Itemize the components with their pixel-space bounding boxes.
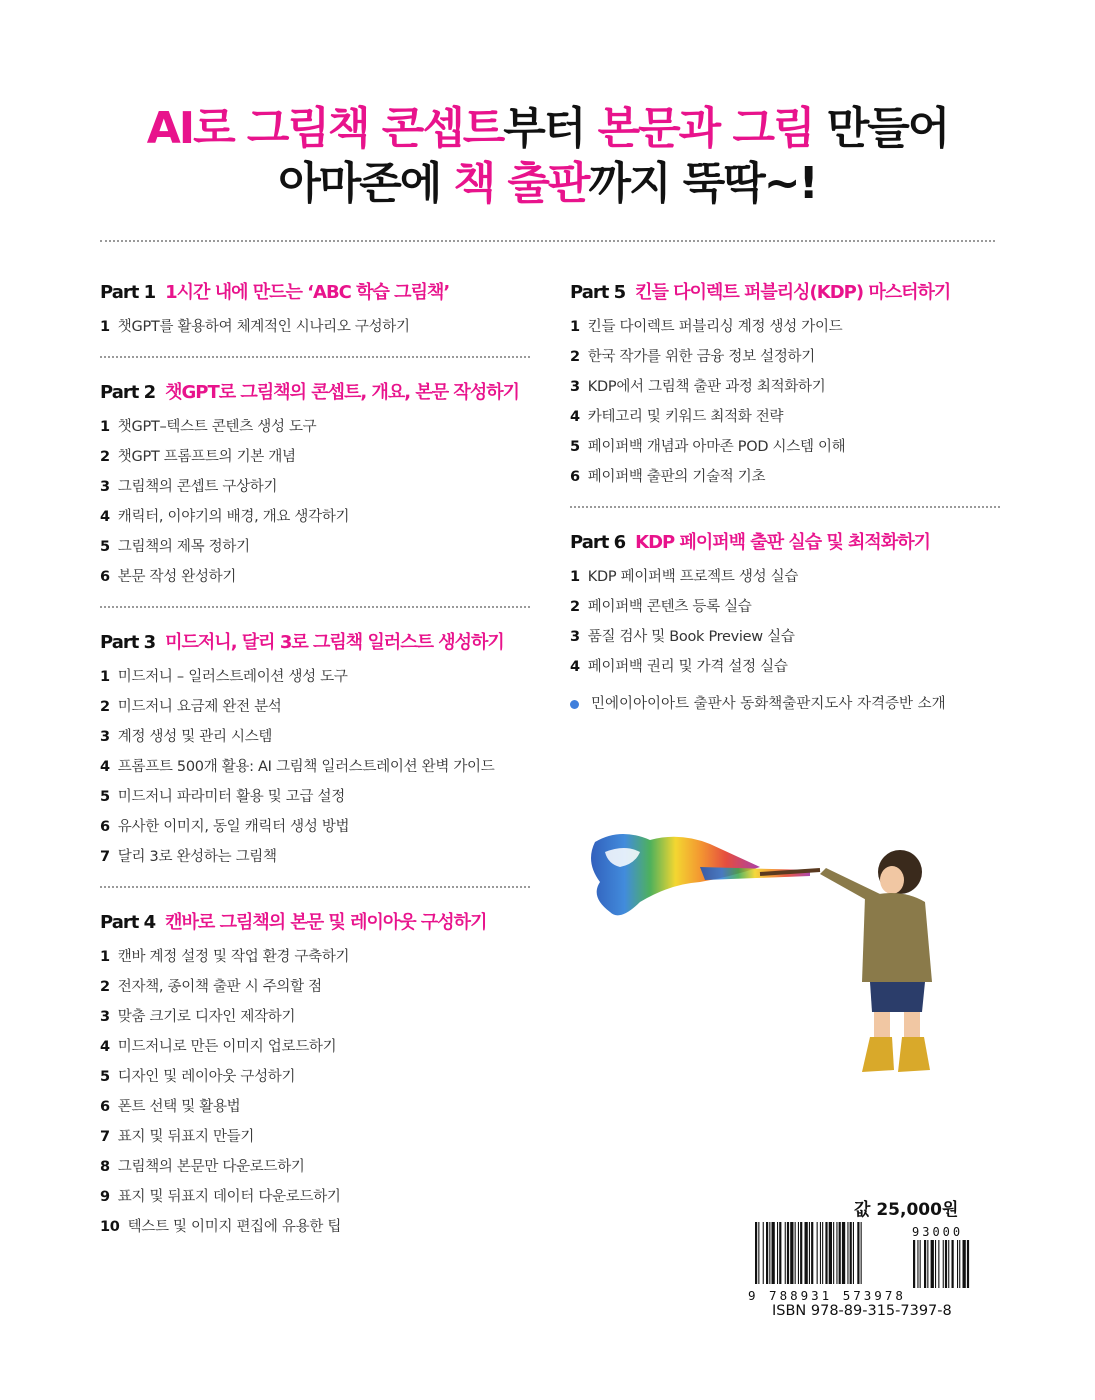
chapter-title: 계정 생성 및 관리 시스템 bbox=[117, 729, 273, 745]
barcode-bar bbox=[853, 1222, 854, 1284]
chapter-item bbox=[100, 812, 540, 842]
chapter-item bbox=[100, 1122, 540, 1152]
part-number: Part 1 bbox=[100, 282, 156, 303]
part-number: Part 6 bbox=[570, 532, 626, 553]
chapter-item bbox=[100, 472, 540, 502]
part-number: Part 4 bbox=[100, 912, 156, 933]
barcode-bar bbox=[766, 1222, 768, 1284]
chapter-title: 미드저니 – 일러스트레이션 생성 도구 bbox=[117, 669, 348, 685]
barcode-bar bbox=[825, 1222, 827, 1284]
chapter-number: 1 bbox=[570, 569, 580, 585]
barcode-addon-bar bbox=[943, 1240, 944, 1288]
part-heading bbox=[100, 280, 540, 306]
part-title: KDP 페이퍼백 출판 실습 및 최적화하기 bbox=[635, 532, 930, 553]
barcode-bar bbox=[847, 1222, 848, 1284]
barcode-addon-bar bbox=[948, 1240, 949, 1288]
publisher-note bbox=[570, 692, 946, 713]
chapter-number: 5 bbox=[570, 439, 580, 455]
chapter-item bbox=[570, 432, 1000, 462]
headline-line-2 bbox=[0, 156, 1095, 212]
part-heading bbox=[570, 530, 1000, 556]
chapter-number: 6 bbox=[100, 819, 110, 835]
section-divider bbox=[100, 356, 530, 358]
chapter-title: 페이퍼백 개념과 아마존 POD 시스템 이해 bbox=[587, 439, 846, 455]
chapter-list bbox=[570, 562, 1000, 682]
barcode-addon-bar bbox=[938, 1240, 939, 1288]
chapter-item bbox=[570, 372, 1000, 402]
chapter-list bbox=[100, 662, 540, 872]
chapter-item bbox=[570, 562, 1000, 592]
barcode-bar bbox=[820, 1222, 821, 1284]
chapter-title: 프롬프트 500개 활용: AI 그림책 일러스트레이션 완벽 가이드 bbox=[117, 759, 495, 775]
chapter-title: 페이퍼백 콘텐츠 등록 실습 bbox=[587, 599, 752, 615]
part-title: 1시간 내에 만드는 ‘ABC 학습 그림책’ bbox=[165, 282, 450, 303]
chapter-item bbox=[100, 502, 540, 532]
barcode-bar bbox=[777, 1222, 778, 1284]
barcode-bar bbox=[763, 1222, 764, 1284]
chapter-item bbox=[570, 592, 1000, 622]
chapter-title: 전자책, 종이책 출판 시 주의할 점 bbox=[117, 979, 322, 995]
publisher-note-text: 민에이아이아트 출판사 동화책출판지도사 자격증반 소개 bbox=[591, 696, 946, 712]
chapter-number: 3 bbox=[100, 729, 110, 745]
chapter-number: 7 bbox=[100, 849, 110, 865]
part-heading bbox=[100, 910, 540, 936]
chapter-number: 8 bbox=[100, 1159, 110, 1175]
barcode-addon-bar bbox=[952, 1240, 954, 1288]
part-title: 챗GPT로 그림책의 콘셉트, 개요, 본문 작성하기 bbox=[165, 382, 519, 403]
barcode-bar bbox=[790, 1222, 793, 1284]
barcode-bar bbox=[829, 1222, 832, 1284]
chapter-number: 5 bbox=[100, 539, 110, 555]
barcode-addon-bar bbox=[959, 1240, 960, 1288]
chapter-number: 6 bbox=[100, 569, 110, 585]
chapter-number: 7 bbox=[100, 1129, 110, 1145]
chapter-item bbox=[100, 1152, 540, 1182]
barcode-bar bbox=[758, 1222, 759, 1284]
chapter-number: 3 bbox=[570, 629, 580, 645]
chapter-item bbox=[570, 652, 1000, 682]
chapter-item bbox=[100, 532, 540, 562]
chapter-title: 미드저니 파라미터 활용 및 고급 설정 bbox=[117, 789, 345, 805]
chapter-number: 3 bbox=[100, 1009, 110, 1025]
toc-part bbox=[100, 910, 540, 1242]
headline-accent-text: AI로 그림책 콘셉트 bbox=[146, 103, 504, 154]
chapter-item bbox=[100, 942, 540, 972]
chapter-number: 5 bbox=[100, 789, 110, 805]
chapter-title: 폰트 선택 및 활용법 bbox=[117, 1099, 241, 1115]
chapter-title: 본문 작성 완성하기 bbox=[117, 569, 237, 585]
chapter-item bbox=[570, 622, 1000, 652]
barcode-addon-bar bbox=[924, 1240, 926, 1288]
chapter-number: 6 bbox=[570, 469, 580, 485]
chapter-number: 9 bbox=[100, 1189, 110, 1205]
barcode-addon-bar bbox=[931, 1240, 934, 1288]
barcode-bar bbox=[800, 1222, 802, 1284]
chapter-title: 디자인 및 레이아웃 구성하기 bbox=[117, 1069, 296, 1085]
headline-text: 까지 뚝딱~! bbox=[588, 158, 817, 209]
barcode-digits: 9 788931 573978 bbox=[748, 1288, 906, 1303]
chapter-title: 카테고리 및 키워드 최적화 전략 bbox=[587, 409, 784, 425]
chapter-number: 2 bbox=[570, 349, 580, 365]
chapter-title: 텍스트 및 이미지 편집에 유용한 팁 bbox=[127, 1219, 342, 1235]
toc-part bbox=[570, 530, 1000, 682]
chapter-title: 챗GPT를 활용하여 체계적인 시나리오 구성하기 bbox=[117, 319, 410, 335]
part-number: Part 2 bbox=[100, 382, 156, 403]
barcode-bar bbox=[842, 1222, 845, 1284]
part-heading bbox=[100, 380, 540, 406]
barcode-bar bbox=[822, 1222, 823, 1284]
chapter-list bbox=[100, 412, 540, 592]
chapter-title: 맞춤 크기로 디자인 제작하기 bbox=[117, 1009, 296, 1025]
barcode-addon-bar bbox=[967, 1240, 969, 1288]
chapter-title: KDP에서 그림책 출판 과정 최적화하기 bbox=[587, 379, 826, 395]
headline-text: 부터 bbox=[503, 103, 598, 154]
barcode-bar bbox=[861, 1222, 862, 1284]
chapter-title: 그림책의 제목 정하기 bbox=[117, 539, 250, 555]
bullet-dot-icon bbox=[570, 700, 579, 709]
chapter-item bbox=[100, 1062, 540, 1092]
chapter-title: 표지 및 뒤표지 만들기 bbox=[117, 1129, 255, 1145]
barcode-bar bbox=[779, 1222, 781, 1284]
chapter-title: 품질 검사 및 Book Preview 실습 bbox=[587, 629, 795, 645]
section-divider bbox=[100, 606, 530, 608]
part-heading bbox=[570, 280, 1000, 306]
chapter-list bbox=[100, 312, 540, 342]
toc-part bbox=[100, 380, 540, 592]
part-title: 킨들 다이렉트 퍼블리싱(KDP) 마스터하기 bbox=[635, 282, 951, 303]
chapter-item bbox=[100, 972, 540, 1002]
barcode-bar bbox=[811, 1222, 813, 1284]
barcode-bar bbox=[850, 1222, 852, 1284]
barcode-bar bbox=[755, 1222, 757, 1284]
chapter-item bbox=[100, 722, 540, 752]
chapter-number: 4 bbox=[100, 759, 110, 775]
barcode-bar bbox=[809, 1222, 810, 1284]
chapter-item bbox=[570, 342, 1000, 372]
barcode-bar bbox=[833, 1222, 834, 1284]
barcode-bar bbox=[772, 1222, 775, 1284]
chapter-number: 1 bbox=[100, 949, 110, 965]
toc-part bbox=[570, 280, 1000, 492]
toc-left-column bbox=[100, 280, 540, 1242]
barcode-addon-bar bbox=[920, 1240, 921, 1288]
chapter-title: 달리 3로 완성하는 그림책 bbox=[117, 849, 277, 865]
chapter-title: 그림책의 본문만 다운로드하기 bbox=[117, 1159, 305, 1175]
chapter-title: 챗GPT 프롬프트의 기본 개념 bbox=[117, 449, 296, 465]
chapter-item bbox=[100, 1002, 540, 1032]
chapter-list bbox=[100, 942, 540, 1242]
chapter-title: 표지 및 뒤표지 데이터 다운로드하기 bbox=[117, 1189, 341, 1205]
section-divider bbox=[100, 886, 530, 888]
barcode-bar bbox=[805, 1222, 808, 1284]
chapter-title: 페이퍼백 출판의 기술적 기초 bbox=[587, 469, 766, 485]
chapter-item bbox=[570, 462, 1000, 492]
barcode-bar bbox=[787, 1222, 789, 1284]
child-painting-rainbow-illustration bbox=[580, 822, 960, 1080]
barcode-addon-bar bbox=[945, 1240, 947, 1288]
barcode-bar bbox=[817, 1222, 818, 1284]
chapter-item bbox=[100, 782, 540, 812]
chapter-number: 2 bbox=[100, 449, 110, 465]
chapter-number: 3 bbox=[570, 379, 580, 395]
part-title: 미드저니, 달리 3로 그림책 일러스트 생성하기 bbox=[165, 632, 504, 653]
barcode-bar bbox=[839, 1222, 841, 1284]
barcode-addon-bar bbox=[913, 1240, 915, 1288]
chapter-item bbox=[100, 1032, 540, 1062]
chapter-number: 4 bbox=[570, 409, 580, 425]
part-number: Part 3 bbox=[100, 632, 156, 653]
barcode-addon-bar bbox=[963, 1240, 966, 1288]
chapter-title: 페이퍼백 권리 및 가격 설정 실습 bbox=[587, 659, 788, 675]
chapter-title: 킨들 다이렉트 퍼블리싱 계정 생성 가이드 bbox=[587, 319, 843, 335]
toc-right-column bbox=[570, 280, 1000, 682]
chapter-number: 4 bbox=[570, 659, 580, 675]
chapter-number: 1 bbox=[100, 669, 110, 685]
barcode-bar bbox=[857, 1222, 859, 1284]
chapter-number: 2 bbox=[570, 599, 580, 615]
barcode-addon-bar bbox=[927, 1240, 928, 1288]
chapter-number: 3 bbox=[100, 479, 110, 495]
chapter-number: 2 bbox=[100, 699, 110, 715]
headline-text: 만들어 bbox=[813, 103, 949, 154]
chapter-item bbox=[100, 662, 540, 692]
chapter-title: 한국 작가를 위한 금융 정보 설정하기 bbox=[587, 349, 815, 365]
chapter-number: 6 bbox=[100, 1099, 110, 1115]
chapter-item bbox=[570, 312, 1000, 342]
barcode-addon-bar bbox=[957, 1240, 958, 1288]
chapter-title: KDP 페이퍼백 프로젝트 생성 실습 bbox=[587, 569, 799, 585]
chapter-number: 4 bbox=[100, 509, 110, 525]
isbn-number: ISBN 978-89-315-7397-8 bbox=[772, 1303, 952, 1319]
chapter-number: 4 bbox=[100, 1039, 110, 1055]
chapter-item bbox=[100, 562, 540, 592]
barcode-addon-bar bbox=[935, 1240, 936, 1288]
chapter-title: 미드저니로 만든 이미지 업로드하기 bbox=[117, 1039, 337, 1055]
toc-part bbox=[100, 630, 540, 872]
barcode-addon-bar bbox=[917, 1240, 918, 1288]
chapter-item bbox=[100, 412, 540, 442]
toc-part bbox=[100, 280, 540, 342]
chapter-item bbox=[100, 312, 540, 342]
chapter-number: 2 bbox=[100, 979, 110, 995]
barcode-bar bbox=[836, 1222, 837, 1284]
chapter-title: 캐릭터, 이야기의 배경, 개요 생각하기 bbox=[117, 509, 350, 525]
chapter-title: 미드저니 요금제 완전 분석 bbox=[117, 699, 282, 715]
part-heading bbox=[100, 630, 540, 656]
part-number: Part 5 bbox=[570, 282, 626, 303]
chapter-number: 5 bbox=[100, 1069, 110, 1085]
barcode-bar bbox=[785, 1222, 786, 1284]
headline-line-1 bbox=[0, 101, 1095, 157]
chapter-number: 10 bbox=[100, 1219, 120, 1235]
chapter-item bbox=[100, 442, 540, 472]
chapter-item bbox=[100, 1212, 540, 1242]
barcode-bar bbox=[795, 1222, 796, 1284]
chapter-item bbox=[100, 752, 540, 782]
chapter-list bbox=[570, 312, 1000, 492]
part-title: 캔바로 그림책의 본문 및 레이아웃 구성하기 bbox=[165, 912, 487, 933]
chapter-item bbox=[100, 1092, 540, 1122]
barcode-bar bbox=[769, 1222, 770, 1284]
chapter-number: 1 bbox=[100, 319, 110, 335]
price-label: 값 25,000원 bbox=[854, 1200, 959, 1220]
headline-text: 아마존에 bbox=[278, 158, 454, 209]
chapter-title: 유사한 이미지, 동일 캐릭터 생성 방법 bbox=[117, 819, 350, 835]
top-divider bbox=[100, 240, 995, 242]
chapter-title: 챗GPT–텍스트 콘텐츠 생성 도구 bbox=[117, 419, 317, 435]
chapter-item bbox=[100, 842, 540, 872]
section-divider bbox=[570, 506, 1000, 508]
chapter-number: 1 bbox=[570, 319, 580, 335]
chapter-number: 1 bbox=[100, 419, 110, 435]
headline-accent-text: 본문과 그림 bbox=[597, 103, 814, 154]
chapter-title: 캔바 계정 설정 및 작업 환경 구축하기 bbox=[117, 949, 350, 965]
chapter-item bbox=[100, 692, 540, 722]
chapter-title: 그림책의 콘셉트 구상하기 bbox=[117, 479, 278, 495]
headline-accent-text: 책 출판 bbox=[453, 158, 589, 209]
barcode-addon-code: 93000 bbox=[912, 1225, 964, 1239]
chapter-item bbox=[570, 402, 1000, 432]
chapter-item bbox=[100, 1182, 540, 1212]
barcode-bar bbox=[798, 1222, 799, 1284]
